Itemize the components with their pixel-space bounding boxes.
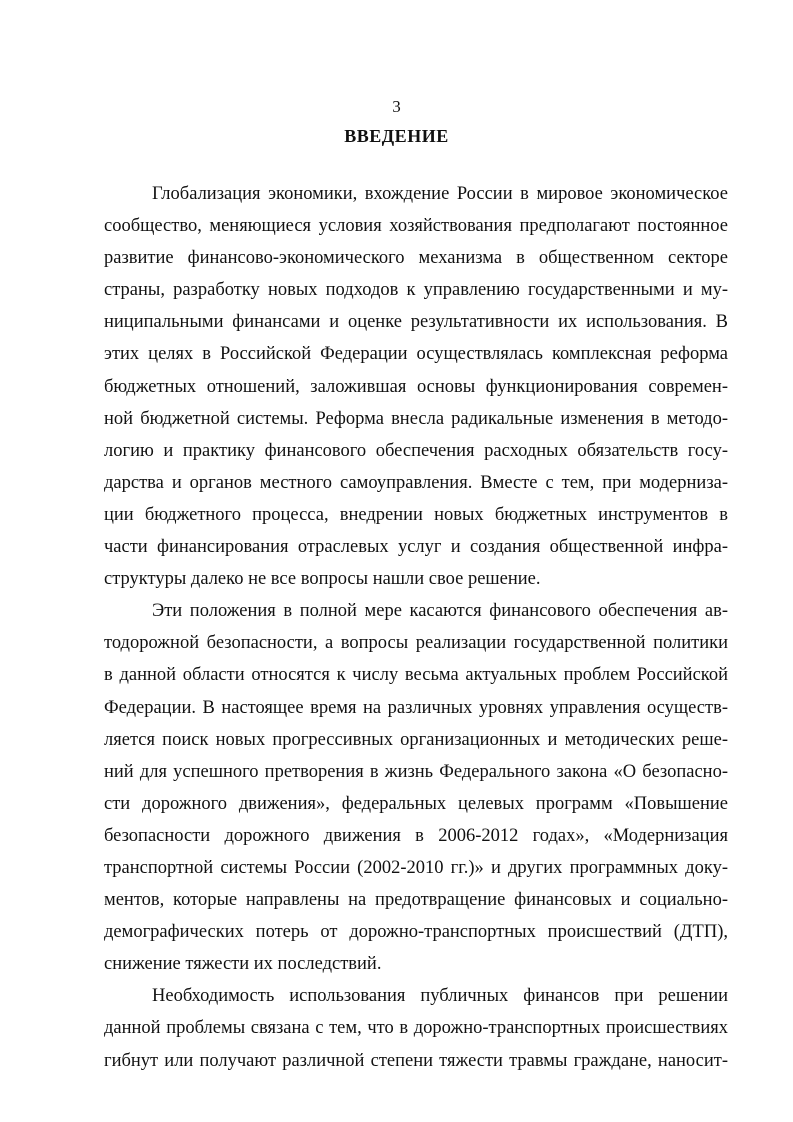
text-line: этих целях в Российской Федерации осуществлялась комплексная реформа xyxy=(104,344,728,365)
text-line: бюджетных отношений, заложившая основы функционирования современ- xyxy=(104,376,728,397)
text-line: ции бюджетного процесса, внедрении новых бюджетных инструментов в xyxy=(104,504,728,525)
text-line: Необходимость использования публичных финансов при решении xyxy=(152,986,728,1007)
text-line: данной проблемы связана с тем, что в дорожно-транспортных происшествиях xyxy=(104,1018,728,1039)
paragraph-3 xyxy=(104,980,728,1076)
text-line: ментов, которые направлены на предотвращение финансовых и социально- xyxy=(104,890,728,911)
text-line: Эти положения в полной мере касаются финансового обеспечения ав- xyxy=(152,601,728,622)
text-line: дарства и органов местного самоуправления. Вместе с тем, при модерниза- xyxy=(104,472,728,493)
text-line: Федерации. В настоящее время на различных уровнях управления осуществ- xyxy=(104,697,728,718)
text-line: Глобализация экономики, вхождение России в мировое экономическое xyxy=(152,184,728,204)
text-line: транспортной системы России (2002-2010 гг.)» и других программных доку- xyxy=(104,857,728,878)
text-line: сти дорожного движения», федеральных целевых программ «Повышение xyxy=(104,793,728,814)
text-line: ний для успешного претворения в жизнь Федерального закона «О безопасно- xyxy=(104,761,728,782)
text-line: ляется поиск новых прогрессивных организационных и методических реше- xyxy=(104,729,728,750)
text-line: снижение тяжести их последствий. xyxy=(104,954,382,975)
text-line: структуры далеко не все вопросы нашли свое решение. xyxy=(104,569,541,590)
text-line: сообщество, меняющиеся условия хозяйствования предполагают постоянное xyxy=(104,216,728,237)
text-line: безопасности дорожного движения в 2006-2012 годах», «Модернизация xyxy=(104,825,728,846)
text-line: страны, разработку новых подходов к управлению государственными и му- xyxy=(104,280,728,301)
body-text xyxy=(104,178,728,1077)
text-line: в данной области относятся к числу весьма актуальных проблем Российской xyxy=(104,665,728,686)
text-line: демографических потерь от дорожно-транспортных происшествий (ДТП), xyxy=(104,922,728,943)
section-heading: ВВЕДЕНИЕ xyxy=(344,126,449,146)
paragraph-2 xyxy=(104,595,728,980)
text-line: развитие финансово-экономического механизма в общественном секторе xyxy=(104,248,728,269)
paragraph-1 xyxy=(104,178,728,595)
text-line: логию и практику финансового обеспечения расходных обязательств госу- xyxy=(104,440,728,461)
text-line: тодорожной безопасности, а вопросы реализации государственной политики xyxy=(104,633,728,654)
text-line: ниципальными финансами и оценке результативности их использования. В xyxy=(104,312,728,333)
text-line: части финансирования отраслевых услуг и создания общественной инфра- xyxy=(104,537,728,558)
text-line: гибнут или получают различной степени тяжести травмы граждане, наносит- xyxy=(104,1050,728,1071)
page-number: 3 xyxy=(392,97,401,116)
text-line: ной бюджетной системы. Реформа внесла радикальные изменения в методо- xyxy=(104,408,728,429)
